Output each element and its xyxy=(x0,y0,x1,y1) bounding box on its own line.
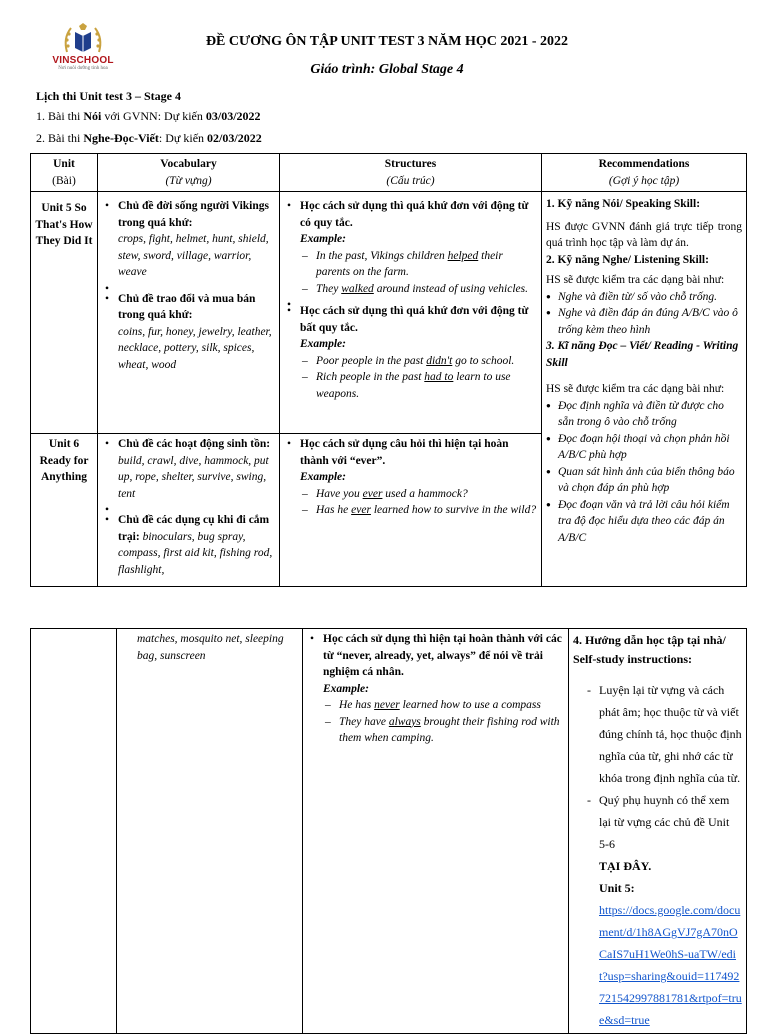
unit6-structure-2: • Học cách sử dụng thì hiện tại hoàn thành với các từ “never, already, yet, always” để nói về trải nghiệm cá nhân. Example: – He has never learned how to use a compass – They have always brought their fishing rod with them when camping. xyxy=(307,631,564,747)
unit6-structures-continued xyxy=(303,629,569,1034)
rec-speaking-text: HS được GVNN đánh giá trực tiếp trong quá trình học tập và làm dự án. xyxy=(546,220,742,249)
logo-text: VINSCHOOL xyxy=(52,55,114,66)
document-subtitle: Giáo trình: Global Stage 4 xyxy=(310,62,464,77)
list-item: ● Nghe và điền từ/ số vào chỗ trống. xyxy=(546,289,742,306)
header-structures: Structures (Cấu trúc) xyxy=(280,154,542,192)
list-item: ● Đọc định nghĩa và điền từ được cho sẵn trong ô vào chỗ trống xyxy=(546,398,742,431)
unit6-name: Unit 6 Ready for Anything xyxy=(31,434,98,587)
example-sentence: – Rich people in the past had to learn to use weapons. xyxy=(300,369,537,402)
unit6-vocab-topic-2: • Chủ đề các dụng cụ khi đi cắm trại: binoculars, bug spray, compass, first aid kit, fishing rod, flashlight, xyxy=(102,512,275,578)
list-item: ● Quan sát hình ảnh của biển thông báo và chọn đáp án phù hợp xyxy=(546,464,742,497)
table-row-unit6-continued xyxy=(31,629,747,1034)
here-link-label[interactable]: TẠI ĐÂY. xyxy=(599,859,652,873)
example-sentence: – Poor people in the past didn't go to school. xyxy=(300,353,537,370)
unit5-vocab-topic-1: • Chủ đề đời sống người Vikings trong quá khứ: crops, fight, helmet, hunt, shield, stew, sword, village, warrior, weave xyxy=(102,198,275,281)
header-vocabulary: Vocabulary (Từ vựng) xyxy=(98,154,280,192)
rec-listening-list xyxy=(546,289,742,339)
unit6-vocabulary xyxy=(98,434,280,587)
unit6-structure-1: • Học cách sử dụng câu hỏi thì hiện tại hoàn thành với “ever”. Example: – Have you ever used a hammock? – Has he ever learned how to survive in the wild? xyxy=(284,436,537,519)
list-item: - Luyện lại từ vựng và cách phát âm; học thuộc từ và viết đúng chính tả, học thuộc định nghĩa của từ, ghi nhớ các từ khóa trong định nghĩa của từ. xyxy=(587,679,742,789)
rec-reading-list xyxy=(546,398,742,547)
unit6-structures xyxy=(280,434,542,587)
example-sentence: – Has he ever learned how to survive in the wild? xyxy=(300,502,537,519)
example-sentence: – They have always brought their fishing rod with them when camping. xyxy=(323,714,564,747)
unit5-structures xyxy=(280,192,542,434)
schedule-item-1: 1. Bài thi Nói với GVNN: Dự kiến 03/03/2022 xyxy=(36,109,261,123)
document-title: ĐỀ CƯƠNG ÔN TẬP UNIT TEST 3 NĂM HỌC 2021 - 2022 xyxy=(205,34,569,49)
example-sentence: – In the past, Vikings children helped their parents on the farm. xyxy=(300,248,537,281)
rec-speaking-title: 1. Kỹ năng Nói/ Speaking Skill: xyxy=(546,198,701,210)
example-sentence: – He has never learned how to use a compass xyxy=(323,697,564,714)
unit5-structure-2: • Học cách sử dụng thì quá khứ đơn với động từ bất quy tắc. Example: – Poor people in the past didn't go to school. – Rich people in the past had to learn to use weapons. xyxy=(284,303,537,402)
example-sentence: – Have you ever used a hammock? xyxy=(300,486,537,503)
rec-self-study-title: 4. Hướng dẫn học tập tại nhà/ Self-study instructions: xyxy=(573,633,726,666)
unit5-vocab-topic-2: • Chủ đề trao đổi và mua bán trong quá khứ: coins, fur, honey, jewelry, leather, necklace, pottery, silk, spices, wheat, wood xyxy=(102,291,275,374)
rec-reading-text: HS sẽ được kiểm tra các dạng bài như: xyxy=(546,383,725,395)
list-item: ● Nghe và điền đáp án đúng A/B/C vào ô trống kèm theo hình xyxy=(546,305,742,338)
schedule-heading: Lịch thi Unit test 3 – Stage 4 xyxy=(36,89,181,103)
table-row-unit5 xyxy=(31,192,747,434)
logo-tagline: Nơi nuôi dưỡng tinh hoa xyxy=(58,66,108,71)
header-unit: Unit (Bài) xyxy=(31,154,98,192)
schedule-item-2: 2. Bài thi Nghe-Đọc-Viết: Dự kiến 02/03/2022 xyxy=(36,131,262,145)
unit5-label: Unit 5: xyxy=(599,881,635,895)
unit5-vocabulary xyxy=(98,192,280,434)
example-sentence: – They walked around instead of using vehicles. xyxy=(300,281,537,298)
table-header-row xyxy=(31,154,747,192)
unit6-vocab-topic-1: • Chủ đề các hoạt động sinh tồn: build, crawl, dive, hammock, put up, rope, shelter, survive, swing, tent xyxy=(102,436,275,502)
self-study-cell xyxy=(569,629,747,1034)
rec-reading-title: 3. Kĩ năng Đọc – Viết/ Reading - Writing Skill xyxy=(546,340,739,369)
unit5-structure-1: • Học cách sử dụng thì quá khứ đơn với động từ có quy tắc. Example: – In the past, Vikings children helped their parents on the farm. – They walked around instead of using vehicles. xyxy=(284,198,537,297)
rec-listening-title: 2. Kỹ năng Nghe/ Listening Skill: xyxy=(546,253,709,266)
list-item: ● Đọc đoạn văn và trả lời câu hỏi kiểm tra độ đọc hiểu dựa theo các đáp án A/B/C xyxy=(546,497,742,547)
list-item: - Quý phụ huynh có thể xem lại từ vựng các chủ đề Unit 5-6 TẠI ĐÂY. Unit 5: https://docs.google.com/document/d/1h8AGgVJ7gA70nOCaIS7uH1We0hS-uaTW/edit?usp=sharing&ouid=117492721542997881781&rtpof=true&sd=true xyxy=(587,789,742,1031)
rec-listening-text: HS sẽ được kiểm tra các dạng bài như: xyxy=(546,274,725,286)
unit6-vocabulary-continued xyxy=(117,629,303,1034)
recommendations-cell xyxy=(542,192,747,587)
list-item: ● Đọc đoạn hội thoại và chọn phản hồi A/B/C phù hợp xyxy=(546,431,742,464)
unit5-name: Unit 5 So That's How They Did It xyxy=(31,192,98,434)
unit5-vocab-link[interactable]: https://docs.google.com/document/d/1h8AGgVJ7gA70nOCaIS7uH1We0hS-uaTW/edit?usp=sharing&ouid=117492721542997881781&rtpof=true&sd=true xyxy=(599,903,742,1027)
unit-cell-empty xyxy=(31,629,117,1034)
header-recommendations: Recommendations (Gợi ý học tập) xyxy=(542,154,747,192)
syllabus-table xyxy=(30,153,747,587)
self-study-list xyxy=(573,679,742,1031)
syllabus-table-continued xyxy=(30,628,747,1034)
unit6-vocab-words-continued: matches, mosquito net, sleeping bag, sunscreen xyxy=(137,633,284,662)
